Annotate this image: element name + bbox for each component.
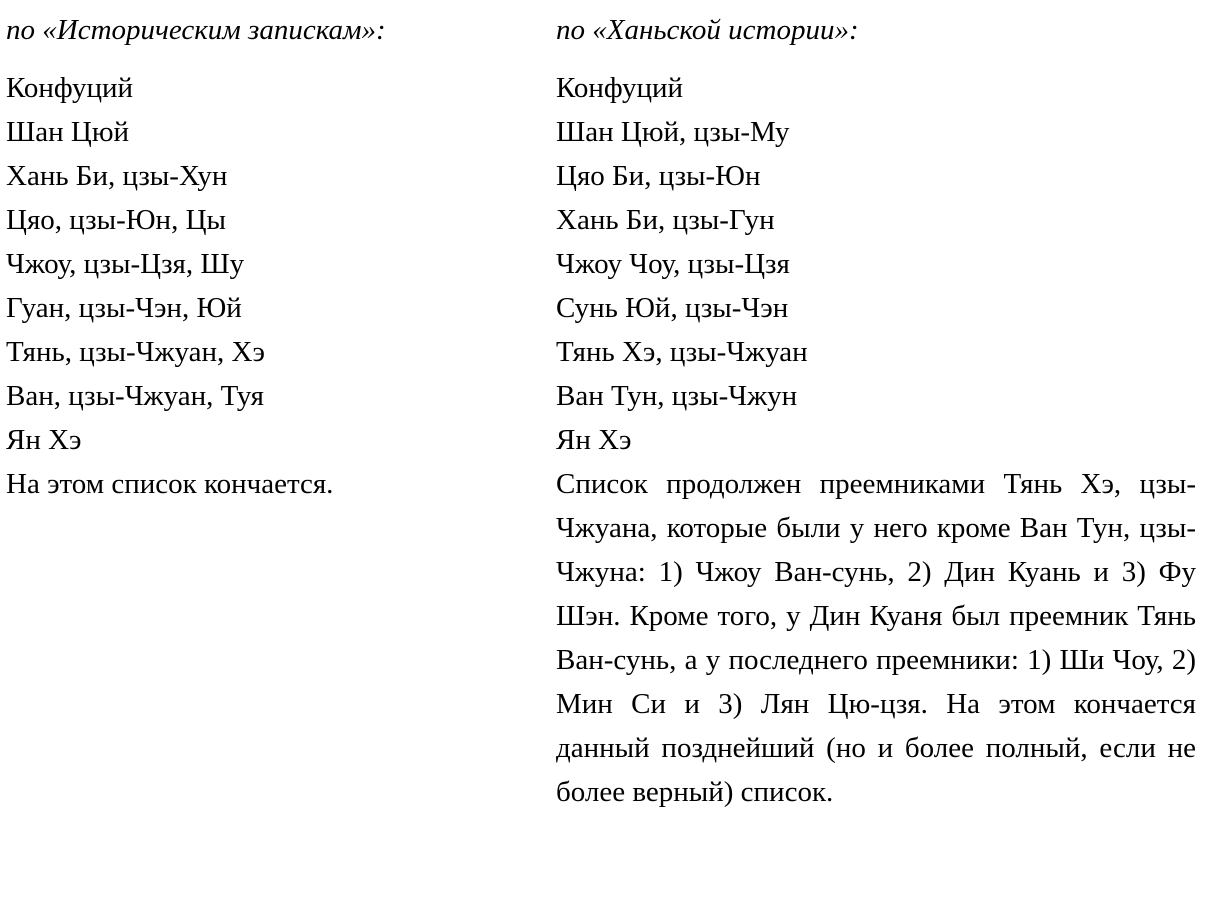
list-item: Ян Хэ [556,424,632,456]
two-column-layout [0,8,1224,814]
list-item: Цяо Би, цзы-Юн [556,160,761,192]
list-item: Тянь Хэ, цзы-Чжуан [556,336,808,368]
list-item: Ян Хэ [6,424,82,456]
column-note-shiji: На этом список кончается. [6,468,334,500]
list-item: Тянь, цзы-Чжуан, Хэ [6,336,265,368]
column-shiji [0,8,556,506]
list-item: Ван, цзы-Чжуан, Туя [6,380,264,412]
lineage-list-shiji [6,66,556,462]
list-item: Чжоу, цзы-Цзя, Шу [6,248,245,280]
column-hanshu [556,8,1216,814]
column-note-hanshu: Список продолжен преемниками Тянь Хэ, цзы-Чжуана, которые были у него кроме Ван Тун, цзы-Чжуна: 1) Чжоу Ван-сунь, 2) Дин Куань и 3) Фу Шэн. Кроме того, у Дин Куаня был преемник Тянь Ван-сунь, а у последнего преемники: 1) Ши Чоу, 2) Мин Си и 3) Лян Цю-цзя. На этом кончается данный позднейший (но и более полный, если не более верный) список. [556,468,1196,808]
list-item: Гуан, цзы-Чэн, Юй [6,292,242,324]
lineage-list-hanshu [556,66,1216,462]
list-item: Чжоу Чоу, цзы-Цзя [556,248,790,280]
list-item: Шан Цюй, цзы-Му [556,116,790,148]
column-heading-hanshu: по «Ханьской истории»: [556,14,859,46]
list-item: Цяо, цзы-Юн, Цы [6,204,227,236]
list-item: Конфуций [556,72,684,104]
list-item: Ван Тун, цзы-Чжун [556,380,798,412]
list-item: Хань Би, цзы-Хун [6,160,228,192]
list-item: Сунь Юй, цзы-Чэн [556,292,789,324]
list-item: Конфуций [6,72,134,104]
list-item: Хань Би, цзы-Гун [556,204,775,236]
column-heading-shiji: по «Историческим запискам»: [6,14,386,46]
list-item: Шан Цюй [6,116,130,148]
